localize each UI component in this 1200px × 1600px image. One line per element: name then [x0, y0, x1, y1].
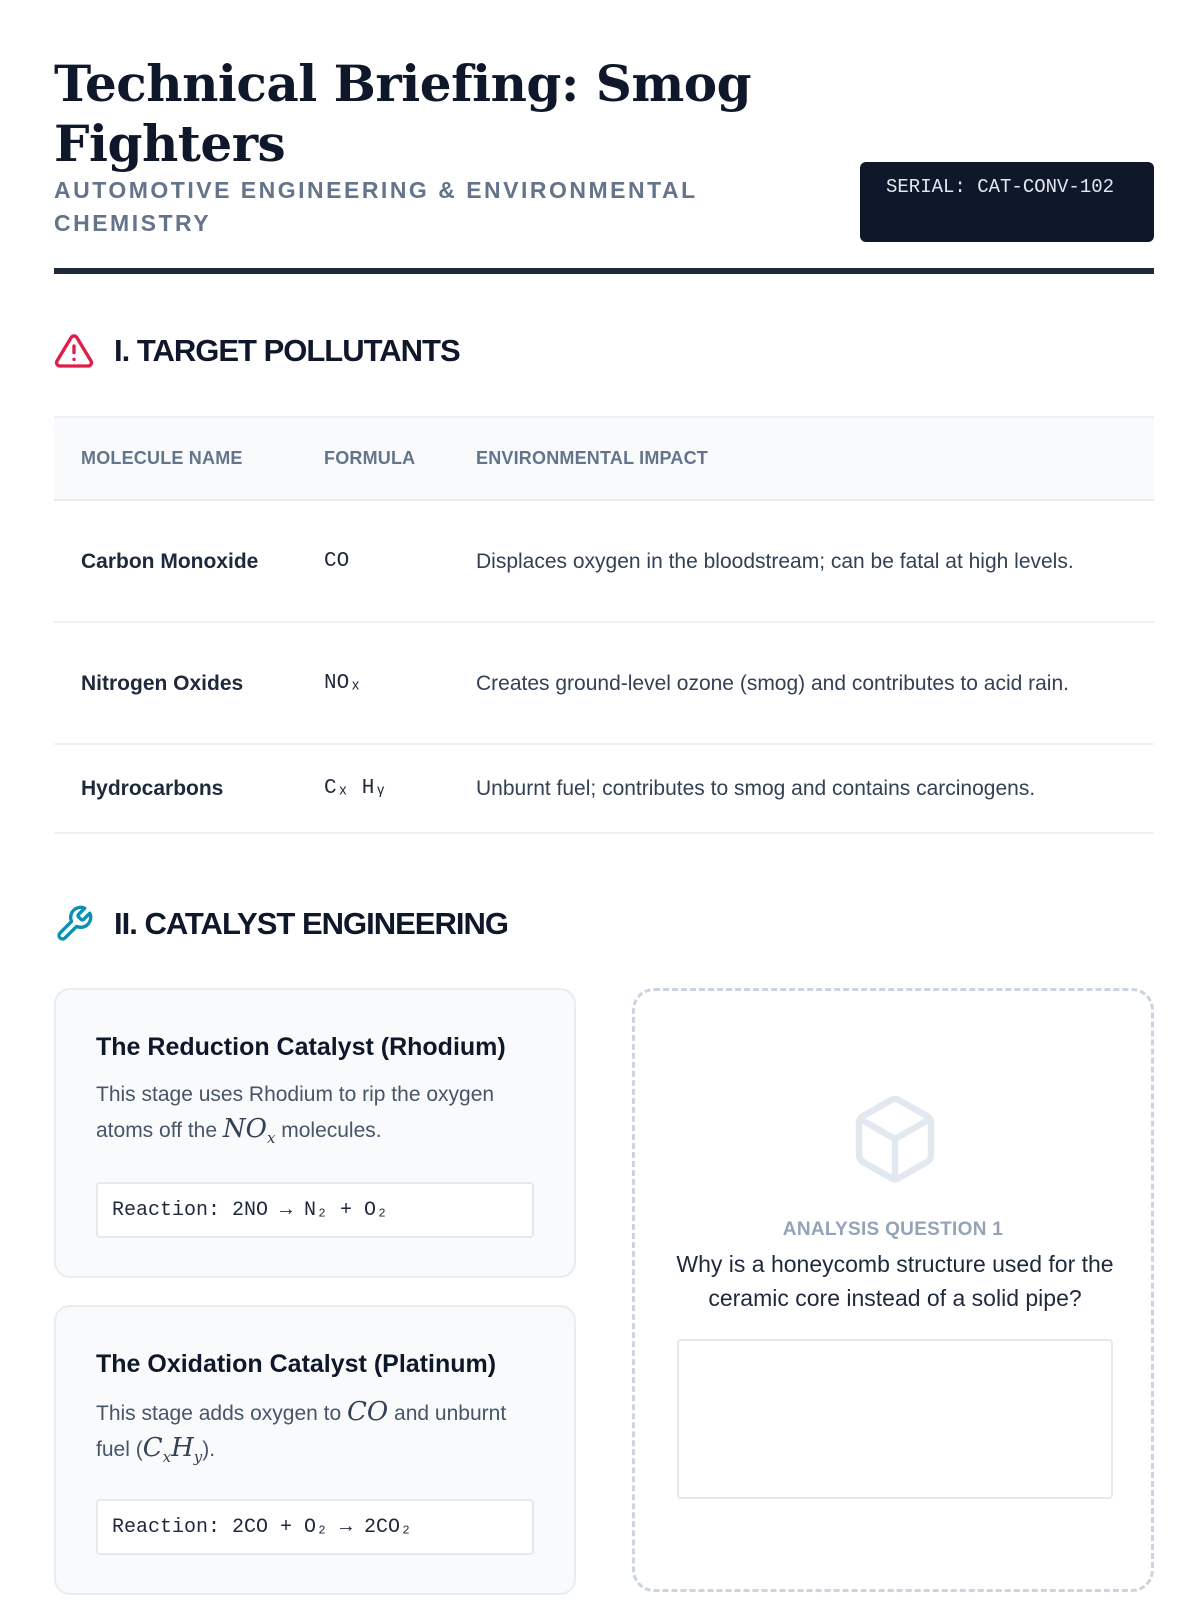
description-text: molecules. [275, 1119, 382, 1142]
page-title: Technical Briefing: Smog Fighters [54, 54, 752, 173]
formula-nox [222, 1114, 276, 1148]
oxidation-catalyst-card [54, 1305, 576, 1595]
reaction-equation: Reaction: 2NO → N₂ + O₂ [96, 1182, 534, 1238]
molecule-name: Carbon Monoxide [54, 500, 297, 622]
column-header-formula: FORMULA [324, 448, 416, 468]
section-heading-pollutants [54, 327, 1154, 375]
table-row [54, 744, 1154, 833]
formula-subscript: y [193, 1448, 203, 1467]
description-text: This stage adds oxygen to [96, 1402, 347, 1425]
column-header-molecule: MOLECULE NAME [81, 448, 243, 468]
serial-badge: SERIAL: CAT-CONV-102 [860, 162, 1154, 242]
description-text: This stage uses Rhodium to rip the oxygen atoms off the [96, 1083, 495, 1142]
molecule-formula: CO [297, 500, 449, 622]
formula-subscript: x [266, 1129, 276, 1148]
card-title: The Reduction Catalyst (Rhodium) [96, 1033, 506, 1061]
section-title: II. CATALYST ENGINEERING [114, 906, 508, 941]
environmental-impact: Displaces oxygen in the bloodstream; can be fatal at high levels. [449, 500, 1154, 622]
question-text: Why is a honeycomb structure used for the ceramic core instead of a solid pipe? [676, 1251, 1114, 1311]
table-row [54, 500, 1154, 622]
card-title: The Oxidation Catalyst (Platinum) [96, 1350, 497, 1378]
answer-input[interactable] [677, 1339, 1113, 1499]
page-subtitle: AUTOMOTIVE ENGINEERING & ENVIRONMENTAL CHEMISTRY [54, 177, 698, 236]
formula-subscript: x [162, 1448, 172, 1467]
description-text: ). [202, 1438, 216, 1461]
card-description [96, 1078, 534, 1155]
formula-base: NO [222, 1114, 267, 1144]
warning-triangle-icon [54, 331, 94, 371]
question-label: ANALYSIS QUESTION 1 [782, 1219, 1004, 1240]
section-title: I. TARGET POLLUTANTS [114, 333, 460, 368]
molecule-formula: Cₓ Hᵧ [297, 744, 449, 833]
document-header [54, 54, 1154, 274]
analysis-question-box [632, 988, 1154, 1592]
reduction-catalyst-card [54, 988, 576, 1278]
molecule-formula: NOₓ [297, 622, 449, 744]
formula-base: H [171, 1433, 194, 1463]
table-header-row [54, 417, 1154, 500]
molecule-name: Hydrocarbons [54, 744, 297, 833]
cube-icon [847, 1089, 943, 1189]
formula-base: C [142, 1433, 163, 1463]
formula-cxhy [142, 1433, 203, 1467]
header-divider [54, 268, 1154, 274]
card-description [96, 1395, 534, 1474]
wrench-icon [54, 904, 94, 944]
table-row [54, 622, 1154, 744]
column-header-impact: ENVIRONMENTAL IMPACT [476, 448, 708, 468]
environmental-impact: Creates ground-level ozone (smog) and contributes to acid rain. [449, 622, 1154, 744]
environmental-impact: Unburnt fuel; contributes to smog and contains carcinogens. [449, 744, 1154, 833]
section-heading-engineering [54, 900, 1154, 948]
reaction-equation: Reaction: 2CO + O₂ → 2CO₂ [96, 1499, 534, 1555]
molecule-name: Nitrogen Oxides [54, 622, 297, 744]
pollutants-table [54, 416, 1154, 834]
formula-co: CO [347, 1397, 389, 1427]
description-text: and unburnt fuel ( [96, 1402, 507, 1461]
